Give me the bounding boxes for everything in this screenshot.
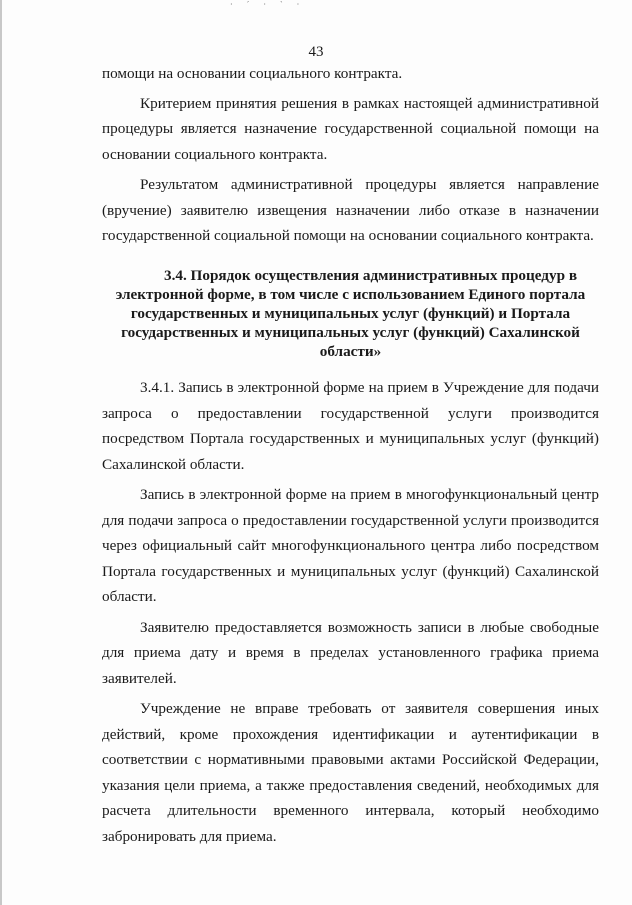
paragraph-criterion: Критерием принятия решения в рамках настоящей административной процедуры является назначение государственной социальной помощи на основании социального контракта. [102, 94, 599, 163]
paragraph-3-4-1: 3.4.1. Запись в электронной форме на прием в Учреждение для подачи запроса о предоставлении государственной услуги производится посредством Портала государственных и муниципальных услуг (функций) Сахалинской области. [102, 379, 599, 473]
section-heading-line: области» [319, 343, 382, 360]
section-heading-line: электронной форме, в том числе с использованием Единого портала [115, 286, 586, 303]
paragraph-restrictions: Учреждение не вправе требовать от заявителя совершения иных действий, кроме прохождения идентификации и аутентификации в соответствии с нормативными правовыми актами Российской Федерации, указания цели приема, а также предоставления сведений, необходимых для расчета длительности временного интервала, который необходимо забронировать для приема. [102, 700, 599, 845]
paragraph-continuation: помощи на основании социального контракта. [102, 65, 403, 82]
paragraph-booking-slots: Заявителю предоставляется возможность записи в любые свободные для приема дату и время в пределах установленного графика приема заявителей. [102, 618, 599, 687]
page-number: 43 [308, 44, 324, 60]
section-heading-line: государственных и муниципальных услуг (функций) и Портала [130, 305, 571, 322]
body-text-bottom [102, 375, 599, 849]
body-text-top [102, 61, 599, 249]
paragraph-mfc-booking: Запись в электронной форме на прием в многофункциональный центр для подачи запроса о предоставлении государственной услуги производится через официальный сайт многофункционального центра либо посредством Портала государственных и муниципальных услуг (функций) Сахалинской области. [102, 486, 599, 605]
section-heading-line: государственных и муниципальных услуг (функций) Сахалинской [121, 324, 580, 341]
section-heading-line: 3.4. Порядок осуществления административных процедур в [163, 267, 578, 284]
scan-artifact-marks: · ˊ · ˋ · [230, 0, 306, 9]
paragraph-result: Результатом административной процедуры является направление (вручение) заявителю извещения назначении либо отказе в назначении государственной социальной помощи на основании социального контракта. [102, 176, 599, 244]
section-heading [102, 266, 599, 361]
page-edge-shadow [0, 0, 2, 905]
